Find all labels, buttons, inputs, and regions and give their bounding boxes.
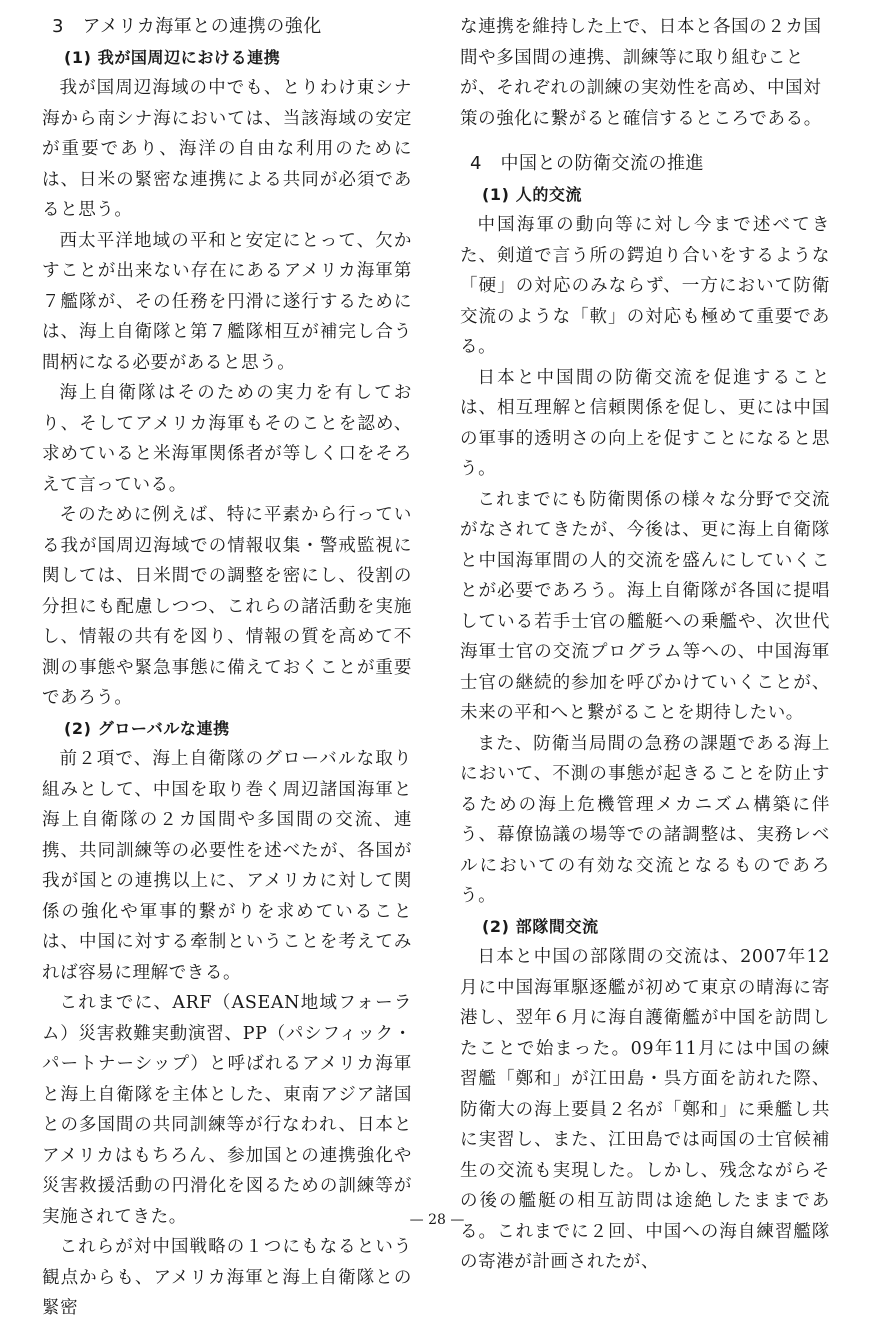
paragraph: 日本と中国の部隊間の交流は、2007年12月に中国海軍駆逐艦が初めて東京の晴海に寄港し、翌年６月に海自護衛艦が中国を訪問したことで始まった。09年11月には中国の練習艦「鄭和」が江田島・呉方面を訪れた際、防衛大の海上要員２名が「鄭和」に乗艦し共に実習し、また、江田島では両国の士官候補生の交流も実現した。しかし、残念ながらその後の艦艇の相互訪問は途絶したままである。これまでに２回、中国への海自練習艦隊の寄港が計画されたが、 [460, 947, 830, 1272]
paragraph: 前２項で、海上自衛隊のグローバルな取り組みとして、中国を取り巻く周辺諸国海軍と海上自衛隊の２カ国間や多国間の交流、連携、共同訓練等の必要性を述べたが、各国が我が国との連携以上に、アメリカに対して関係の強化や軍事的繋がりを求めていることは、中国に対する牽制ということを考えてみれば容易に理解できる。 [42, 749, 412, 983]
subheading-2: (2) グローバルな連携 [64, 718, 230, 738]
paragraph: これまでに、ARF（ASEAN地域フォーラム）災害救難実動演習、PP（パシフィック・パートナーシップ）と呼ばれるアメリカ海軍と海上自衛隊を主体とした、東南アジア諸国との多国間の共同訓練等が行なわれ、日本とアメリカはもちろん、参加国との連携強化や災害救援活動の円滑化を図るための訓練等が実施されてきた。 [42, 993, 412, 1227]
section-heading-3: 3 アメリカ海軍との連携の強化 [52, 16, 322, 37]
left-column [42, 12, 412, 1324]
subheading-2: (2) 部隊間交流 [482, 916, 599, 936]
paragraph: これらが対中国戦略の１つにもなるという観点からも、アメリカ海軍と海上自衛隊との緊密 [42, 1237, 412, 1318]
page-number: — 28 — [409, 1212, 465, 1228]
paragraph: 我が国周辺海域の中でも、とりわけ東シナ海から南シナ海においては、当該海域の安定が重要であり、海洋の自由な利用のためには、日米の緊密な連携による共同が必須であると思う。 [42, 78, 412, 220]
paragraph: そのために例えば、特に平素から行っている我が国周辺海域での情報収集・警戒監視に関しては、日米間での調整を密にし、役割の分担にも配慮しつつ、これらの諸活動を実施し、情報の共有を図り、情報の質を高めて不測の事態や緊急事態に備えておくことが重要であろう。 [42, 505, 412, 708]
paragraph: 日本と中国間の防衛交流を促進することは、相互理解と信頼関係を促し、更には中国の軍事的透明さの向上を促すことになると思う。 [460, 367, 830, 479]
section-gap [460, 134, 830, 149]
paragraph: これまでにも防衛関係の様々な分野で交流がなされてきたが、今後は、更に海上自衛隊と中国海軍間の人的交流を盛んにしていくことが必要であろう。海上自衛隊が各国に提唱している若手士官の艦艇への乗艦や、次世代海軍士官の交流プログラム等への、中国海軍士官の継続的参加を呼びかけていくことが、未来の平和へと繋がることを期待したい。 [460, 489, 830, 723]
paragraph: 西太平洋地域の平和と安定にとって、欠かすことが出来ない存在にあるアメリカ海軍第７艦隊が、その任務を円滑に遂行するためには、海上自衛隊と第７艦隊相互が補完し合う間柄になる必要があると思う。 [42, 230, 412, 373]
subheading-1: (1) 人的交流 [482, 184, 583, 204]
paragraph: また、防衛当局間の急務の課題である海上において、不測の事態が起きることを防止するための海上危機管理メカニズム構築に伴う、幕僚協議の場等での諸調整は、実務レベルにおいての有効な交流となるものであろう。 [460, 733, 830, 906]
right-column [460, 12, 830, 1278]
paragraph: 中国海軍の動向等に対し今まで述べてきた、剣道で言う所の鍔迫り合いをするような「硬」の対応のみならず、一方において防衛交流のような「軟」の対応も極めて重要である。 [460, 215, 830, 357]
section-heading-4: 4 中国との防衛交流の推進 [470, 153, 704, 174]
paragraph-continued: な連携を維持した上で、日本と各国の２カ国間や多国間の連携、訓練等に取り組むことが、それぞれの訓練の実効性を高め、中国対策の強化に繋がると確信するところである。 [460, 17, 822, 129]
paragraph: 海上自衛隊はそのための実力を有しており、そしてアメリカ海軍もそのことを認め、求めていると米海軍関係者が等しく口をそろえて言っている。 [42, 383, 412, 495]
subheading-1: (1) 我が国周辺における連携 [64, 47, 281, 67]
